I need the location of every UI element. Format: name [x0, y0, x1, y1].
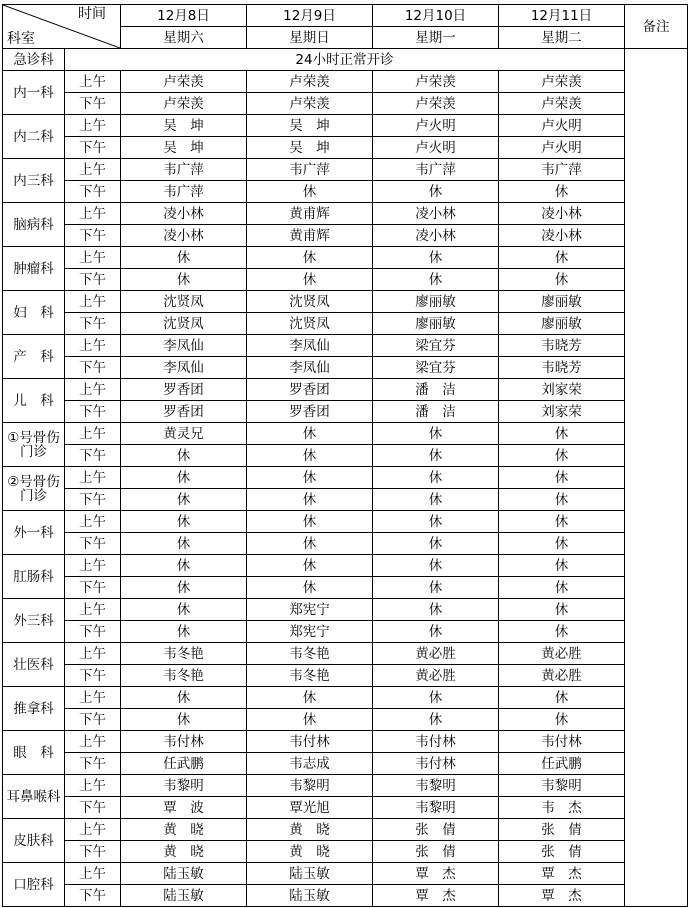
doctor-cell: 梁宜芬: [373, 357, 499, 379]
doctor-cell: 凌小林: [121, 203, 247, 225]
department-name-cell: 内三科: [3, 159, 65, 203]
doctor-cell: 休: [247, 247, 373, 269]
period-cell: 下午: [65, 181, 121, 203]
doctor-cell: 卢荣羡: [247, 71, 373, 93]
doctor-cell: 休: [499, 489, 625, 511]
schedule-row: [3, 115, 688, 137]
schedule-row: [3, 467, 688, 489]
date-cell: 12月11日: [499, 5, 625, 27]
doctor-cell: 休: [247, 709, 373, 731]
schedule-row: [3, 797, 688, 819]
doctor-cell: 休: [247, 555, 373, 577]
doctor-cell: 卢火明: [373, 115, 499, 137]
doctor-cell: 休: [499, 247, 625, 269]
doctor-cell: 凌小林: [373, 203, 499, 225]
doctor-cell: 休: [247, 269, 373, 291]
doctor-cell: 休: [247, 489, 373, 511]
weekday-cell: 星期日: [247, 27, 373, 49]
doctor-cell: 郑宪宁: [247, 599, 373, 621]
schedule-row: [3, 775, 688, 797]
doctor-cell: 李凤仙: [247, 335, 373, 357]
doctor-cell: 休: [373, 577, 499, 599]
emergency-note: 24小时正常开诊: [65, 49, 625, 71]
doctor-cell: 休: [247, 577, 373, 599]
doctor-cell: 吴 坤: [121, 115, 247, 137]
doctor-cell: 张 倩: [373, 841, 499, 863]
doctor-cell: 廖丽敏: [373, 313, 499, 335]
period-cell: 上午: [65, 203, 121, 225]
doctor-cell: 覃 杰: [499, 885, 625, 907]
doctor-cell: 休: [247, 181, 373, 203]
doctor-cell: 沈贤凤: [121, 313, 247, 335]
doctor-cell: 卢火明: [499, 115, 625, 137]
doctor-cell: 卢荣羡: [373, 71, 499, 93]
doctor-cell: 韦黎明: [373, 775, 499, 797]
schedule-row: [3, 841, 688, 863]
department-name-cell: 眼 科: [3, 731, 65, 775]
period-cell: 上午: [65, 819, 121, 841]
doctor-cell: 韦广萍: [373, 159, 499, 181]
doctor-cell: 张 倩: [499, 819, 625, 841]
doctor-cell: 黄甫辉: [247, 225, 373, 247]
doctor-cell: 休: [121, 511, 247, 533]
period-cell: 上午: [65, 291, 121, 313]
schedule-row: [3, 665, 688, 687]
department-name-cell: 皮肤科: [3, 819, 65, 863]
doctor-cell: 休: [373, 709, 499, 731]
doctor-cell: 休: [499, 599, 625, 621]
doctor-cell: 张 倩: [373, 819, 499, 841]
header-row-dates: [3, 5, 688, 27]
doctor-cell: 刘家荣: [499, 379, 625, 401]
doctor-cell: 沈贤凤: [121, 291, 247, 313]
doctor-cell: 休: [247, 511, 373, 533]
doctor-cell: 韦付林: [373, 731, 499, 753]
doctor-cell: 休: [499, 269, 625, 291]
doctor-cell: 韦冬艳: [121, 643, 247, 665]
schedule-row: [3, 335, 688, 357]
period-cell: 上午: [65, 335, 121, 357]
period-cell: 下午: [65, 885, 121, 907]
schedule-row: [3, 401, 688, 423]
dept-header-label: 科室: [7, 31, 35, 47]
schedule-row: [3, 269, 688, 291]
department-name-cell: 儿 科: [3, 379, 65, 423]
doctor-cell: 沈贤凤: [247, 291, 373, 313]
department-name-cell: 脑病科: [3, 203, 65, 247]
schedule-row: [3, 247, 688, 269]
schedule-row: [3, 181, 688, 203]
doctor-cell: 休: [247, 533, 373, 555]
period-cell: 下午: [65, 357, 121, 379]
doctor-cell: 黄灵兄: [121, 423, 247, 445]
schedule-row: [3, 511, 688, 533]
department-name-cell: 口腔科: [3, 863, 65, 907]
doctor-cell: 休: [247, 445, 373, 467]
doctor-cell: 休: [499, 181, 625, 203]
remarks-column: [625, 49, 688, 907]
doctor-cell: 休: [373, 181, 499, 203]
period-cell: 下午: [65, 533, 121, 555]
doctor-cell: 陆玉敏: [247, 863, 373, 885]
doctor-cell: 覃 杰: [499, 863, 625, 885]
period-cell: 上午: [65, 599, 121, 621]
schedule-row: [3, 885, 688, 907]
doctor-cell: 休: [499, 709, 625, 731]
period-cell: 上午: [65, 863, 121, 885]
doctor-cell: 陆玉敏: [121, 863, 247, 885]
department-name-cell: 壮医科: [3, 643, 65, 687]
schedule-row: [3, 379, 688, 401]
doctor-cell: 休: [499, 423, 625, 445]
doctor-cell: 李凤仙: [121, 335, 247, 357]
schedule-row: [3, 687, 688, 709]
doctor-cell: 陆玉敏: [247, 885, 373, 907]
time-header-label: 时间: [78, 6, 106, 22]
period-cell: 下午: [65, 797, 121, 819]
weekday-cell: 星期一: [373, 27, 499, 49]
doctor-cell: 休: [121, 621, 247, 643]
doctor-cell: 休: [121, 533, 247, 555]
period-cell: 下午: [65, 93, 121, 115]
doctor-cell: 休: [373, 599, 499, 621]
doctor-cell: 休: [373, 555, 499, 577]
doctor-cell: 卢火明: [499, 137, 625, 159]
weekday-cell: 星期二: [499, 27, 625, 49]
period-cell: 上午: [65, 511, 121, 533]
doctor-cell: 韦冬艳: [247, 665, 373, 687]
schedule-row: [3, 159, 688, 181]
doctor-cell: 休: [373, 687, 499, 709]
date-cell: 12月9日: [247, 5, 373, 27]
schedule-row: [3, 445, 688, 467]
doctor-cell: 休: [121, 709, 247, 731]
schedule-row: [3, 599, 688, 621]
doctor-cell: 休: [499, 577, 625, 599]
department-name-cell: 内二科: [3, 115, 65, 159]
doctor-cell: 休: [499, 621, 625, 643]
doctor-cell: 黄 晓: [121, 819, 247, 841]
doctor-cell: 吴 坤: [247, 115, 373, 137]
doctor-cell: 李凤仙: [121, 357, 247, 379]
doctor-cell: 凌小林: [499, 203, 625, 225]
doctor-cell: 韦广萍: [499, 159, 625, 181]
doctor-cell: 黄必胜: [373, 643, 499, 665]
doctor-cell: 凌小林: [373, 225, 499, 247]
department-name-cell: ②号骨伤门诊: [3, 467, 65, 511]
doctor-cell: 休: [373, 445, 499, 467]
schedule-row: [3, 423, 688, 445]
schedule-row: [3, 533, 688, 555]
doctor-cell: 休: [499, 687, 625, 709]
doctor-cell: 廖丽敏: [499, 291, 625, 313]
department-name-cell: 推拿科: [3, 687, 65, 731]
doctor-cell: 休: [499, 467, 625, 489]
schedule-row: [3, 577, 688, 599]
period-cell: 上午: [65, 115, 121, 137]
doctor-cell: 覃光旭: [247, 797, 373, 819]
doctor-cell: 覃 杰: [373, 863, 499, 885]
doctor-cell: 休: [373, 423, 499, 445]
doctor-cell: 覃 杰: [373, 885, 499, 907]
schedule-row: [3, 753, 688, 775]
corner-header-cell: [3, 5, 121, 49]
department-name-cell: 肛肠科: [3, 555, 65, 599]
doctor-cell: 黄必胜: [499, 643, 625, 665]
doctor-cell: 黄 晓: [247, 841, 373, 863]
doctor-cell: 任武鹏: [499, 753, 625, 775]
doctor-cell: 刘家荣: [499, 401, 625, 423]
schedule-row: [3, 93, 688, 115]
department-name-cell: 外三科: [3, 599, 65, 643]
doctor-cell: 卢荣羡: [121, 71, 247, 93]
doctor-cell: 休: [499, 511, 625, 533]
doctor-cell: 韦付林: [499, 731, 625, 753]
doctor-cell: 潘 洁: [373, 401, 499, 423]
doctor-cell: 黄必胜: [373, 665, 499, 687]
schedule-row: [3, 709, 688, 731]
doctor-cell: 韦广萍: [121, 159, 247, 181]
doctor-cell: 吴 坤: [247, 137, 373, 159]
period-cell: 上午: [65, 775, 121, 797]
remarks-header: 备注: [625, 5, 688, 49]
department-name-cell: 外一科: [3, 511, 65, 555]
doctor-cell: 韦黎明: [373, 797, 499, 819]
emergency-dept-cell: 急诊科: [3, 49, 65, 71]
doctor-cell: 休: [121, 247, 247, 269]
doctor-cell: 韦黎明: [247, 775, 373, 797]
doctor-cell: 韦冬艳: [121, 665, 247, 687]
schedule-row: [3, 357, 688, 379]
period-cell: 下午: [65, 313, 121, 335]
date-cell: 12月8日: [121, 5, 247, 27]
schedule-row: [3, 819, 688, 841]
weekday-cell: 星期六: [121, 27, 247, 49]
period-cell: 下午: [65, 489, 121, 511]
doctor-cell: 休: [499, 533, 625, 555]
doctor-cell: 休: [121, 445, 247, 467]
doctor-cell: 休: [373, 511, 499, 533]
doctor-cell: 梁宜芬: [373, 335, 499, 357]
doctor-cell: 罗香团: [121, 401, 247, 423]
doctor-cell: 凌小林: [499, 225, 625, 247]
doctor-cell: 休: [121, 577, 247, 599]
period-cell: 下午: [65, 225, 121, 247]
period-cell: 下午: [65, 665, 121, 687]
department-name-cell: ①号骨伤门诊: [3, 423, 65, 467]
schedule-sheet: [2, 4, 688, 907]
schedule-row: [3, 643, 688, 665]
doctor-cell: 任武鹏: [121, 753, 247, 775]
doctor-cell: 休: [373, 247, 499, 269]
duty-schedule-table: [2, 4, 688, 907]
doctor-cell: 卢荣羡: [373, 93, 499, 115]
period-cell: 下午: [65, 841, 121, 863]
schedule-row: [3, 225, 688, 247]
schedule-row: [3, 731, 688, 753]
schedule-row: [3, 313, 688, 335]
doctor-cell: 黄甫辉: [247, 203, 373, 225]
doctor-cell: 韦晓芳: [499, 335, 625, 357]
doctor-cell: 韦广萍: [121, 181, 247, 203]
period-cell: 上午: [65, 379, 121, 401]
doctor-cell: 郑宪宁: [247, 621, 373, 643]
doctor-cell: 休: [373, 533, 499, 555]
department-name-cell: 产 科: [3, 335, 65, 379]
doctor-cell: 韦晓芳: [499, 357, 625, 379]
schedule-row: [3, 137, 688, 159]
doctor-cell: 休: [247, 687, 373, 709]
period-cell: 下午: [65, 401, 121, 423]
department-name-cell: 肿瘤科: [3, 247, 65, 291]
schedule-row: [3, 555, 688, 577]
period-cell: 上午: [65, 159, 121, 181]
doctor-cell: 韦 杰: [499, 797, 625, 819]
doctor-cell: 卢火明: [373, 137, 499, 159]
period-cell: 上午: [65, 247, 121, 269]
doctor-cell: 休: [373, 489, 499, 511]
period-cell: 上午: [65, 467, 121, 489]
period-cell: 下午: [65, 709, 121, 731]
doctor-cell: 休: [121, 599, 247, 621]
doctor-cell: 黄 晓: [121, 841, 247, 863]
period-cell: 下午: [65, 269, 121, 291]
doctor-cell: 卢荣羡: [499, 71, 625, 93]
period-cell: 下午: [65, 137, 121, 159]
doctor-cell: 罗香团: [121, 379, 247, 401]
date-cell: 12月10日: [373, 5, 499, 27]
schedule-row: [3, 863, 688, 885]
doctor-cell: 卢荣羡: [121, 93, 247, 115]
doctor-cell: 黄 晓: [247, 819, 373, 841]
doctor-cell: 廖丽敏: [499, 313, 625, 335]
period-cell: 上午: [65, 71, 121, 93]
doctor-cell: 吴 坤: [121, 137, 247, 159]
doctor-cell: 休: [247, 467, 373, 489]
schedule-row: [3, 71, 688, 93]
doctor-cell: 卢荣羡: [499, 93, 625, 115]
doctor-cell: 张 倩: [499, 841, 625, 863]
schedule-row: [3, 621, 688, 643]
doctor-cell: 黄必胜: [499, 665, 625, 687]
doctor-cell: 潘 洁: [373, 379, 499, 401]
department-name-cell: 内一科: [3, 71, 65, 115]
period-cell: 下午: [65, 445, 121, 467]
doctor-cell: 廖丽敏: [373, 291, 499, 313]
doctor-cell: 覃 波: [121, 797, 247, 819]
doctor-cell: 韦黎明: [499, 775, 625, 797]
doctor-cell: 韦付林: [247, 731, 373, 753]
period-cell: 上午: [65, 731, 121, 753]
period-cell: 下午: [65, 621, 121, 643]
period-cell: 下午: [65, 753, 121, 775]
doctor-cell: 韦黎明: [121, 775, 247, 797]
doctor-cell: 休: [121, 467, 247, 489]
doctor-cell: 休: [373, 269, 499, 291]
schedule-row: [3, 203, 688, 225]
doctor-cell: 休: [247, 423, 373, 445]
doctor-cell: 韦广萍: [247, 159, 373, 181]
doctor-cell: 休: [373, 621, 499, 643]
doctor-cell: 陆玉敏: [121, 885, 247, 907]
doctor-cell: 罗香团: [247, 401, 373, 423]
doctor-cell: 休: [373, 467, 499, 489]
schedule-row: [3, 291, 688, 313]
doctor-cell: 休: [121, 269, 247, 291]
doctor-cell: 休: [121, 555, 247, 577]
doctor-cell: 休: [121, 489, 247, 511]
period-cell: 上午: [65, 643, 121, 665]
doctor-cell: 休: [499, 555, 625, 577]
doctor-cell: 韦付林: [373, 753, 499, 775]
department-name-cell: 耳鼻喉科: [3, 775, 65, 819]
period-cell: 下午: [65, 577, 121, 599]
doctor-cell: 卢荣羡: [247, 93, 373, 115]
department-name-cell: 妇 科: [3, 291, 65, 335]
doctor-cell: 休: [121, 687, 247, 709]
doctor-cell: 凌小林: [121, 225, 247, 247]
doctor-cell: 罗香团: [247, 379, 373, 401]
doctor-cell: 休: [499, 445, 625, 467]
doctor-cell: 韦冬艳: [247, 643, 373, 665]
doctor-cell: 韦志成: [247, 753, 373, 775]
doctor-cell: 韦付林: [121, 731, 247, 753]
emergency-row: [3, 49, 688, 71]
doctor-cell: 沈贤凤: [247, 313, 373, 335]
period-cell: 上午: [65, 555, 121, 577]
period-cell: 上午: [65, 423, 121, 445]
doctor-cell: 李凤仙: [247, 357, 373, 379]
period-cell: 上午: [65, 687, 121, 709]
schedule-row: [3, 489, 688, 511]
